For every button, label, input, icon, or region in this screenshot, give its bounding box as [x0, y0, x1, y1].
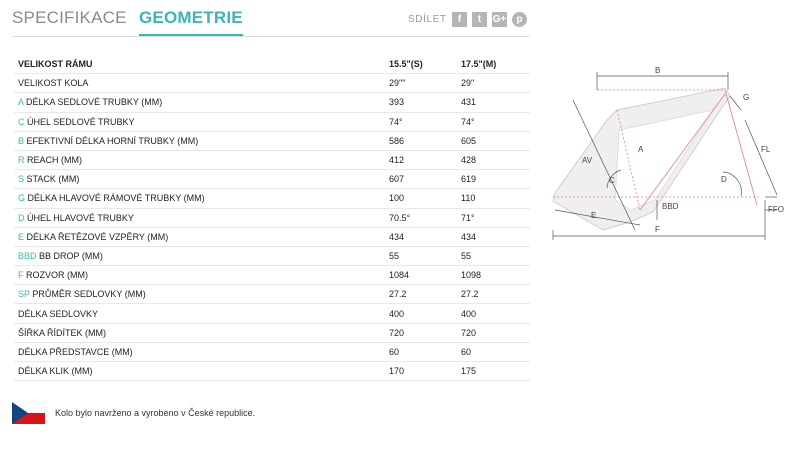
row-label — [14, 246, 389, 265]
row-label-text: VELIKOST KOLA — [18, 78, 89, 89]
row-abbreviation: D — [18, 212, 25, 223]
row-value-s: 60 — [389, 342, 461, 361]
diagram-label-a: A — [638, 145, 644, 154]
row-label — [14, 285, 389, 304]
row-label-text: DÉLKA KLIK (MM) — [18, 366, 93, 377]
row-abbreviation: A — [18, 97, 24, 108]
row-label-text: DÉLKA PŘEDSTAVCE (MM) — [18, 346, 133, 357]
row-value-m: 71° — [461, 208, 530, 227]
header-size-m: 17.5"(M) — [461, 55, 530, 74]
row-label-text: DÉLKA HLAVOVÉ RÁMOVÉ TRUBKY (MM) — [27, 193, 205, 204]
table-row — [14, 342, 530, 361]
row-label-text: EFEKTIVNÍ DÉLKA HORNÍ TRUBKY (MM) — [26, 135, 199, 146]
table-header-row — [14, 55, 530, 74]
row-abbreviation: BBD — [18, 250, 37, 261]
row-label — [14, 93, 389, 112]
table-row — [14, 208, 530, 227]
table-row — [14, 150, 530, 169]
geometry-table — [14, 55, 530, 381]
row-abbreviation: E — [18, 231, 25, 242]
tab-geometrie-label: GEOMETRIE — [139, 8, 243, 27]
facebook-icon[interactable]: f — [452, 12, 467, 27]
row-value-m: 1098 — [461, 266, 530, 285]
table-row — [14, 285, 530, 304]
row-label-text: BB DROP (MM) — [39, 250, 103, 261]
row-value-m: 110 — [461, 189, 530, 208]
row-value-s: 393 — [389, 93, 461, 112]
row-label — [14, 227, 389, 246]
diagram-label-b: B — [655, 66, 661, 75]
row-label — [14, 342, 389, 361]
row-value-m: 27.2 — [461, 285, 530, 304]
row-label — [14, 304, 389, 323]
row-value-m: 431 — [461, 93, 530, 112]
row-label — [14, 112, 389, 131]
row-value-m: 60 — [461, 342, 530, 361]
table-row — [14, 112, 530, 131]
row-label-text: ROZVOR (MM) — [26, 270, 89, 281]
row-value-s: 607 — [389, 170, 461, 189]
diagram-label-c: C — [609, 176, 615, 185]
row-label — [14, 323, 389, 342]
row-value-m: 29" — [461, 74, 530, 93]
row-label — [14, 170, 389, 189]
diagram-label-f: F — [655, 225, 660, 234]
row-label — [14, 131, 389, 150]
czech-flag-icon — [12, 402, 45, 424]
twitter-icon[interactable]: t — [472, 12, 487, 27]
row-label — [14, 266, 389, 285]
diagram-label-ffo: FFO — [768, 205, 784, 214]
row-abbreviation: R — [18, 155, 25, 166]
row-label — [14, 74, 389, 93]
diagram-label-fl: FL — [761, 145, 771, 154]
tab-divider — [12, 36, 529, 37]
row-value-m: 434 — [461, 227, 530, 246]
row-label-text: PRŮMĚR SEDLOVKY (MM) — [32, 289, 146, 300]
row-label — [14, 208, 389, 227]
table-row — [14, 170, 530, 189]
row-value-s: 720 — [389, 323, 461, 342]
row-abbreviation: B — [18, 135, 25, 146]
row-value-m: 605 — [461, 131, 530, 150]
row-label-text: DÉLKA ŘETĚZOVÉ VZPĚRY (MM) — [26, 231, 169, 242]
row-label-text: ŠÍŘKA ŘÍDÍTEK (MM) — [18, 327, 107, 338]
row-value-m: 400 — [461, 304, 530, 323]
row-abbreviation: G — [18, 193, 26, 204]
google-plus-icon[interactable]: G+ — [492, 14, 507, 25]
table-row — [14, 93, 530, 112]
pinterest-icon[interactable]: p — [512, 12, 527, 27]
table-row — [14, 362, 530, 381]
made-in-czech-note: Kolo bylo navrženo a vyrobeno v České republice. — [55, 408, 256, 418]
table-row — [14, 246, 530, 265]
table-row — [14, 131, 530, 150]
row-value-s: 170 — [389, 362, 461, 381]
header-frame-size: VELIKOST RÁMU — [14, 55, 389, 74]
diagram-label-g: G — [743, 93, 750, 102]
row-label-text: ÚHEL HLAVOVÉ TRUBKY — [27, 212, 134, 223]
table-row — [14, 189, 530, 208]
diagram-label-av: AV — [582, 156, 593, 165]
table-row — [14, 266, 530, 285]
row-value-m: 720 — [461, 323, 530, 342]
row-value-s: 55 — [389, 246, 461, 265]
row-label — [14, 189, 389, 208]
row-value-m: 74° — [461, 112, 530, 131]
row-abbreviation: SP — [18, 289, 30, 300]
share-label: SDÍLET — [408, 14, 447, 25]
table-row — [14, 323, 530, 342]
header-size-s: 15.5"(S) — [389, 55, 461, 74]
diagram-label-bbd: BBD — [662, 202, 679, 211]
row-value-s: 100 — [389, 189, 461, 208]
row-label — [14, 150, 389, 169]
row-abbreviation: F — [18, 270, 24, 281]
row-value-s: 1084 — [389, 266, 461, 285]
row-value-m: 619 — [461, 170, 530, 189]
row-label-text: ÚHEL SEDLOVÉ TRUBKY — [27, 116, 135, 127]
row-value-s: 586 — [389, 131, 461, 150]
row-label — [14, 362, 389, 381]
tab-geometrie[interactable] — [139, 8, 243, 28]
row-value-s: 434 — [389, 227, 461, 246]
row-value-m: 55 — [461, 246, 530, 265]
row-label-text: DÉLKA SEDLOVKY — [18, 308, 99, 319]
row-label-text: REACH (MM) — [27, 155, 83, 166]
row-value-s: 412 — [389, 150, 461, 169]
diagram-label-e: E — [591, 211, 597, 220]
tab-specifikace[interactable]: SPECIFIKACE — [12, 8, 127, 27]
row-value-s: 400 — [389, 304, 461, 323]
row-label-text: STACK (MM) — [26, 174, 80, 185]
row-value-m: 175 — [461, 362, 530, 381]
row-label-text: DÉLKA SEDLOVÉ TRUBKY (MM) — [26, 97, 163, 108]
row-abbreviation: C — [18, 116, 25, 127]
row-value-s: 70.5° — [389, 208, 461, 227]
row-value-s: 74° — [389, 112, 461, 131]
row-abbreviation: S — [18, 174, 25, 185]
row-value-s: 29"" — [389, 74, 461, 93]
bike-geometry-diagram — [545, 60, 795, 250]
diagram-label-d: D — [721, 175, 727, 184]
row-value-s: 27.2 — [389, 285, 461, 304]
table-row — [14, 74, 530, 93]
table-row — [14, 304, 530, 323]
row-value-m: 428 — [461, 150, 530, 169]
table-row — [14, 227, 530, 246]
